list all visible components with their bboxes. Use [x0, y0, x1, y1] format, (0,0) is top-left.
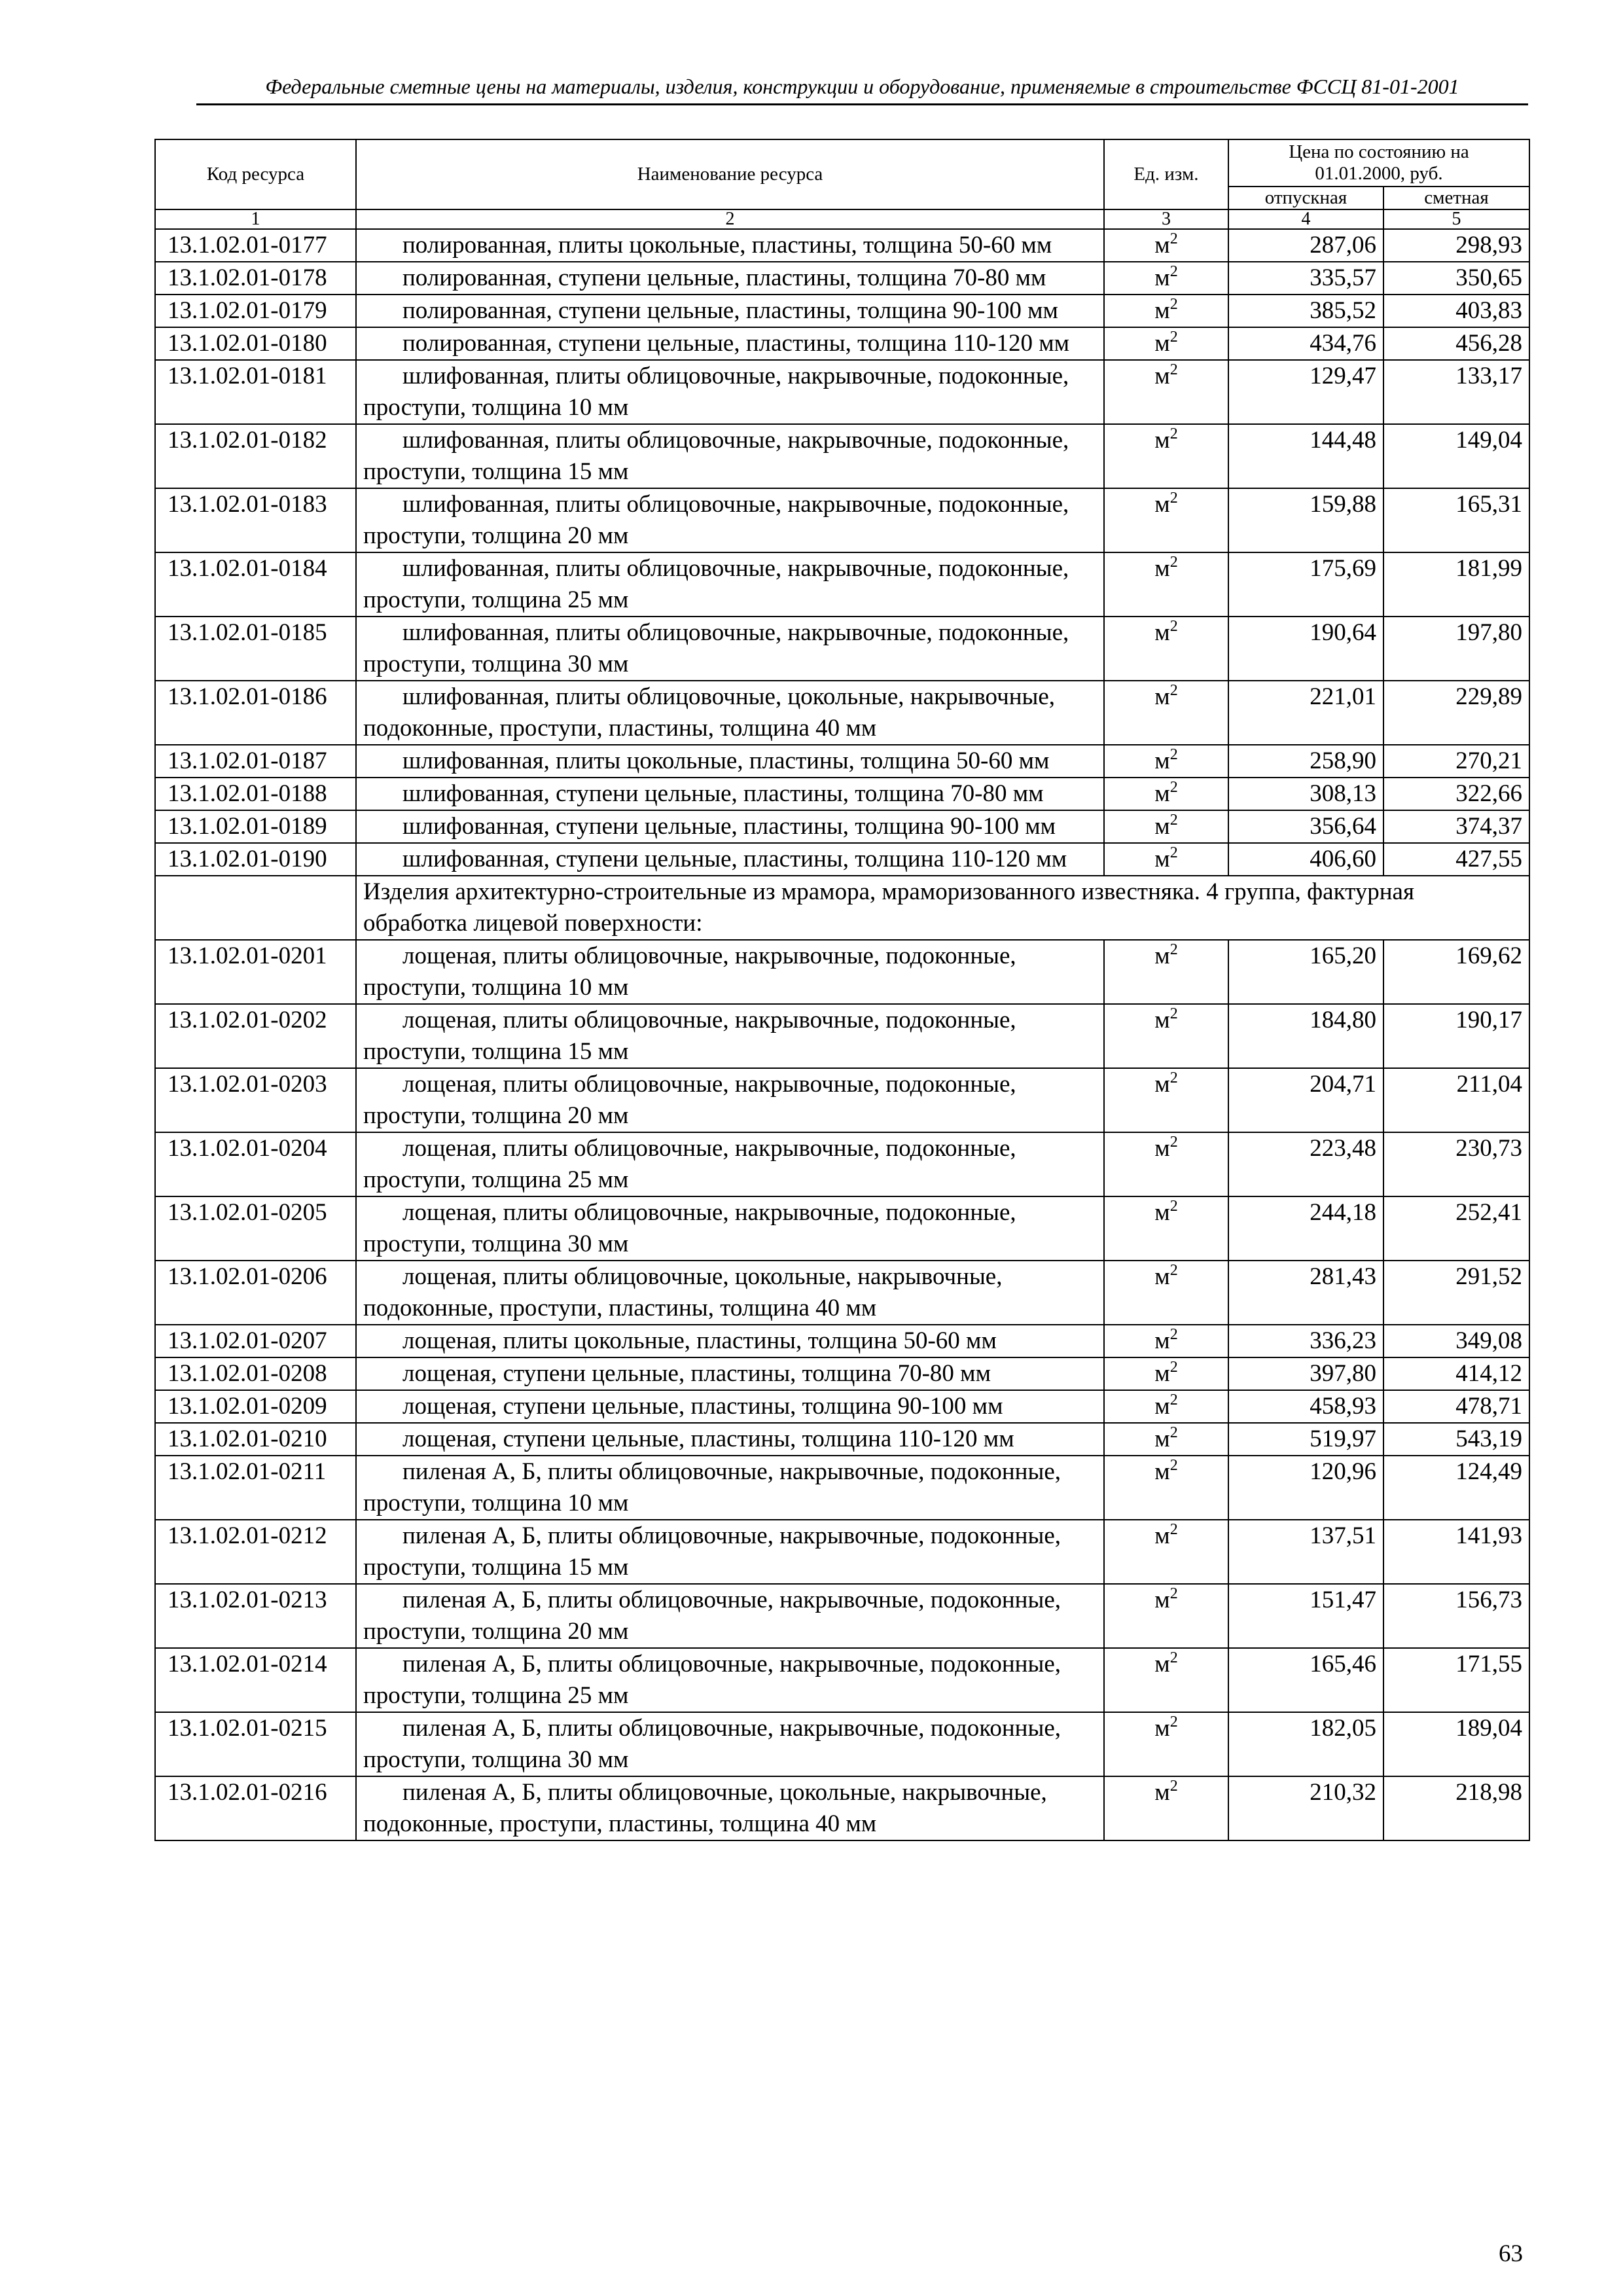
unit-exponent: 2 [1169, 554, 1178, 571]
col-header-name: Наименование ресурса [356, 139, 1104, 209]
table-section [155, 876, 1529, 940]
resource-code: 13.1.02.01-0216 [155, 1776, 356, 1840]
col-header-code: Код ресурса [155, 139, 356, 209]
unit-cell [1104, 1068, 1228, 1132]
unit-base: м [1154, 942, 1170, 969]
col-number: 5 [1383, 209, 1529, 229]
resource-code: 13.1.02.01-0189 [155, 810, 356, 843]
table-row [155, 617, 1529, 681]
resource-code: 13.1.02.01-0211 [155, 1456, 356, 1520]
unit-exponent: 2 [1169, 296, 1178, 313]
release-price: 175,69 [1228, 552, 1383, 617]
unit-exponent: 2 [1169, 1713, 1178, 1731]
resource-name-cell [356, 488, 1104, 552]
col-header-price-group: Цена по состоянию на 01.01.2000, руб. [1228, 139, 1529, 187]
estimate-price: 124,49 [1383, 1456, 1529, 1520]
unit-cell [1104, 1712, 1228, 1776]
estimate-price: 322,66 [1383, 778, 1529, 810]
unit-cell [1104, 1423, 1228, 1456]
table-row [155, 745, 1529, 778]
release-price: 458,93 [1228, 1390, 1383, 1423]
unit-cell [1104, 1390, 1228, 1423]
unit-exponent: 2 [1169, 329, 1178, 346]
estimate-price: 141,93 [1383, 1520, 1529, 1584]
estimate-price: 218,98 [1383, 1776, 1529, 1840]
header-divider [196, 103, 1528, 105]
table-row [155, 1520, 1529, 1584]
resource-code: 13.1.02.01-0215 [155, 1712, 356, 1776]
estimate-price: 350,65 [1383, 262, 1529, 295]
release-price: 434,76 [1228, 327, 1383, 360]
release-price: 144,48 [1228, 424, 1383, 488]
resource-name-cell [356, 327, 1104, 360]
release-price: 397,80 [1228, 1357, 1383, 1390]
release-price: 336,23 [1228, 1325, 1383, 1357]
resource-name: лощеная, плиты облицовочные, цокольные, накрывочные, подоконные, проступи, пластины, толщина 40 мм [363, 1263, 1003, 1321]
estimate-price: 403,83 [1383, 295, 1529, 327]
unit-exponent: 2 [1169, 425, 1178, 442]
release-price: 129,47 [1228, 360, 1383, 424]
resource-code: 13.1.02.01-0182 [155, 424, 356, 488]
resource-name-cell [356, 1325, 1104, 1357]
release-price: 356,64 [1228, 810, 1383, 843]
unit-base: м [1154, 813, 1170, 840]
estimate-price: 149,04 [1383, 424, 1529, 488]
unit-cell [1104, 488, 1228, 552]
unit-cell [1104, 681, 1228, 745]
unit-base: м [1154, 427, 1170, 454]
unit-base: м [1154, 1007, 1170, 1033]
resource-name: лощеная, ступени цельные, пластины, толщина 90-100 мм [402, 1393, 1003, 1420]
col-number: 1 [155, 209, 356, 229]
resource-code: 13.1.02.01-0209 [155, 1390, 356, 1423]
unit-base: м [1154, 1327, 1170, 1354]
unit-cell [1104, 778, 1228, 810]
resource-name: шлифованная, ступени цельные, пластины, толщина 90-100 мм [402, 813, 1056, 840]
unit-exponent: 2 [1169, 1359, 1178, 1376]
unit-cell [1104, 1004, 1228, 1068]
resource-code: 13.1.02.01-0185 [155, 617, 356, 681]
estimate-price: 270,21 [1383, 745, 1529, 778]
table-row [155, 229, 1529, 262]
table-row [155, 360, 1529, 424]
unit-cell [1104, 617, 1228, 681]
unit-cell [1104, 1261, 1228, 1325]
table-body-group-2 [155, 940, 1529, 1840]
table-row [155, 1068, 1529, 1132]
col-number: 3 [1104, 209, 1228, 229]
resource-name: пиленая А, Б, плиты облицовочные, накрывочные, подоконные, проступи, толщина 30 мм [363, 1715, 1061, 1773]
table-row [155, 327, 1529, 360]
unit-cell [1104, 745, 1228, 778]
unit-base: м [1154, 297, 1170, 324]
unit-exponent: 2 [1169, 1198, 1178, 1215]
resource-name: лощеная, плиты облицовочные, накрывочные, подоконные, проступи, толщина 10 мм [363, 942, 1016, 1001]
table-header [155, 139, 1529, 229]
unit-cell [1104, 1456, 1228, 1520]
resource-code: 13.1.02.01-0210 [155, 1423, 356, 1456]
table-row [155, 810, 1529, 843]
estimate-price: 427,55 [1383, 843, 1529, 876]
resource-name: шлифованная, плиты цокольные, пластины, толщина 50-60 мм [402, 747, 1050, 774]
unit-base: м [1154, 1715, 1170, 1742]
resource-name-cell [356, 1357, 1104, 1390]
unit-cell [1104, 262, 1228, 295]
resource-name: шлифованная, плиты облицовочные, накрывочные, подоконные, проступи, толщина 25 мм [363, 555, 1069, 613]
resource-name: полированная, ступени цельные, пластины, толщина 70-80 мм [402, 264, 1046, 291]
unit-cell [1104, 1648, 1228, 1712]
unit-exponent: 2 [1169, 230, 1178, 247]
unit-base: м [1154, 780, 1170, 807]
col-header-unit: Ед. изм. [1104, 139, 1228, 209]
resource-code: 13.1.02.01-0180 [155, 327, 356, 360]
unit-exponent: 2 [1169, 490, 1178, 507]
unit-cell [1104, 1357, 1228, 1390]
release-price: 165,20 [1228, 940, 1383, 1004]
resource-name: лощеная, плиты облицовочные, накрывочные, подоконные, проступи, толщина 30 мм [363, 1199, 1016, 1257]
table-row [155, 778, 1529, 810]
resource-name-cell [356, 424, 1104, 488]
unit-base: м [1154, 1393, 1170, 1420]
section-header-row [155, 876, 1529, 940]
resource-name-cell [356, 1390, 1104, 1423]
estimate-price: 252,41 [1383, 1196, 1529, 1261]
resource-name: полированная, плиты цокольные, пластины, толщина 50-60 мм [402, 232, 1052, 259]
resource-name-cell [356, 552, 1104, 617]
table-row [155, 1357, 1529, 1390]
release-price: 151,47 [1228, 1584, 1383, 1648]
resource-name: шлифованная, плиты облицовочные, накрывочные, подоконные, проступи, толщина 30 мм [363, 619, 1069, 677]
unit-cell [1104, 1776, 1228, 1840]
col-number: 2 [356, 209, 1104, 229]
release-price: 210,32 [1228, 1776, 1383, 1840]
resource-code: 13.1.02.01-0208 [155, 1357, 356, 1390]
estimate-price: 197,80 [1383, 617, 1529, 681]
unit-exponent: 2 [1169, 1778, 1178, 1795]
resource-name-cell [356, 1261, 1104, 1325]
unit-exponent: 2 [1169, 1134, 1178, 1151]
table-row [155, 1390, 1529, 1423]
resource-code: 13.1.02.01-0190 [155, 843, 356, 876]
estimate-price: 543,19 [1383, 1423, 1529, 1456]
resource-code: 13.1.02.01-0203 [155, 1068, 356, 1132]
unit-cell [1104, 1584, 1228, 1648]
unit-cell [1104, 424, 1228, 488]
estimate-price: 211,04 [1383, 1068, 1529, 1132]
table-body-group-1 [155, 229, 1529, 876]
unit-cell [1104, 552, 1228, 617]
release-price: 159,88 [1228, 488, 1383, 552]
table-row [155, 1584, 1529, 1648]
section-title: Изделия архитектурно-строительные из мрамора, мраморизованного известняка. 4 группа, фактурная обработка лицевой поверхности: [356, 876, 1529, 940]
unit-base: м [1154, 1651, 1170, 1677]
release-price: 137,51 [1228, 1520, 1383, 1584]
page-number: 63 [1499, 2240, 1523, 2267]
release-price: 258,90 [1228, 745, 1383, 778]
unit-base: м [1154, 1779, 1170, 1806]
estimate-price: 189,04 [1383, 1712, 1529, 1776]
table-row [155, 262, 1529, 295]
unit-exponent: 2 [1169, 1521, 1178, 1538]
release-price: 335,57 [1228, 262, 1383, 295]
table-row [155, 681, 1529, 745]
release-price: 308,13 [1228, 778, 1383, 810]
section-code-cell [155, 876, 356, 940]
unit-base: м [1154, 363, 1170, 389]
estimate-price: 171,55 [1383, 1648, 1529, 1712]
unit-base: м [1154, 619, 1170, 646]
resource-name-cell [356, 295, 1104, 327]
resource-name: лощеная, плиты облицовочные, накрывочные, подоконные, проступи, толщина 20 мм [363, 1071, 1016, 1129]
unit-cell [1104, 295, 1228, 327]
unit-exponent: 2 [1169, 1391, 1178, 1408]
unit-exponent: 2 [1169, 361, 1178, 378]
release-price: 165,46 [1228, 1648, 1383, 1712]
unit-cell [1104, 360, 1228, 424]
resource-name-cell [356, 1712, 1104, 1776]
resource-name-cell [356, 1648, 1104, 1712]
column-number-row [155, 209, 1529, 229]
resource-name-cell [356, 1520, 1104, 1584]
release-price: 182,05 [1228, 1712, 1383, 1776]
estimate-price: 298,93 [1383, 229, 1529, 262]
estimate-price: 133,17 [1383, 360, 1529, 424]
release-price: 244,18 [1228, 1196, 1383, 1261]
unit-base: м [1154, 1263, 1170, 1290]
unit-exponent: 2 [1169, 844, 1178, 861]
table-row [155, 1712, 1529, 1776]
unit-cell [1104, 940, 1228, 1004]
resource-code: 13.1.02.01-0178 [155, 262, 356, 295]
table-row [155, 940, 1529, 1004]
resource-code: 13.1.02.01-0212 [155, 1520, 356, 1584]
unit-exponent: 2 [1169, 1326, 1178, 1343]
resource-code: 13.1.02.01-0207 [155, 1325, 356, 1357]
unit-exponent: 2 [1169, 1262, 1178, 1279]
resource-code: 13.1.02.01-0187 [155, 745, 356, 778]
unit-exponent: 2 [1169, 618, 1178, 635]
release-price: 184,80 [1228, 1004, 1383, 1068]
unit-base: м [1154, 232, 1170, 259]
unit-base: м [1154, 1587, 1170, 1613]
estimate-price: 181,99 [1383, 552, 1529, 617]
unit-exponent: 2 [1169, 1005, 1178, 1022]
resource-name-cell [356, 810, 1104, 843]
resource-name: шлифованная, плиты облицовочные, цокольные, накрывочные, подоконные, проступи, пластины, толщина 40 мм [363, 683, 1056, 742]
resource-name-cell [356, 1196, 1104, 1261]
table-row [155, 1004, 1529, 1068]
estimate-price: 230,73 [1383, 1132, 1529, 1196]
resource-code: 13.1.02.01-0201 [155, 940, 356, 1004]
table-row [155, 1325, 1529, 1357]
release-price: 223,48 [1228, 1132, 1383, 1196]
estimate-price: 156,73 [1383, 1584, 1529, 1648]
unit-cell [1104, 810, 1228, 843]
unit-base: м [1154, 683, 1170, 710]
table-row [155, 295, 1529, 327]
release-price: 287,06 [1228, 229, 1383, 262]
resource-name-cell [356, 1584, 1104, 1648]
resource-name-cell [356, 778, 1104, 810]
release-price: 190,64 [1228, 617, 1383, 681]
table-row [155, 1648, 1529, 1712]
resource-code: 13.1.02.01-0181 [155, 360, 356, 424]
table-row [155, 1776, 1529, 1840]
unit-exponent: 2 [1169, 1457, 1178, 1474]
unit-base: м [1154, 1360, 1170, 1387]
release-price: 406,60 [1228, 843, 1383, 876]
unit-exponent: 2 [1169, 941, 1178, 958]
estimate-price: 349,08 [1383, 1325, 1529, 1357]
release-price: 385,52 [1228, 295, 1383, 327]
col-header-release: отпускная [1228, 187, 1383, 209]
resource-name: шлифованная, плиты облицовочные, накрывочные, подоконные, проступи, толщина 10 мм [363, 363, 1069, 421]
unit-base: м [1154, 1458, 1170, 1485]
estimate-price: 478,71 [1383, 1390, 1529, 1423]
unit-base: м [1154, 555, 1170, 582]
table-row [155, 1423, 1529, 1456]
unit-exponent: 2 [1169, 682, 1178, 699]
resource-name-cell [356, 229, 1104, 262]
resource-name: лощеная, ступени цельные, пластины, толщина 110-120 мм [402, 1426, 1014, 1452]
unit-cell [1104, 843, 1228, 876]
release-price: 519,97 [1228, 1423, 1383, 1456]
release-price: 204,71 [1228, 1068, 1383, 1132]
unit-exponent: 2 [1169, 1424, 1178, 1441]
resource-name: лощеная, ступени цельные, пластины, толщина 70-80 мм [402, 1360, 991, 1387]
table-row [155, 1261, 1529, 1325]
resource-name: пиленая А, Б, плиты облицовочные, накрывочные, подоконные, проступи, толщина 25 мм [363, 1651, 1061, 1709]
resource-name: шлифованная, плиты облицовочные, накрывочные, подоконные, проступи, толщина 20 мм [363, 491, 1069, 549]
resource-code: 13.1.02.01-0184 [155, 552, 356, 617]
unit-exponent: 2 [1169, 812, 1178, 829]
unit-base: м [1154, 1071, 1170, 1098]
resource-name-cell [356, 262, 1104, 295]
resource-name: лощеная, плиты облицовочные, накрывочные, подоконные, проступи, толщина 25 мм [363, 1135, 1016, 1193]
unit-exponent: 2 [1169, 779, 1178, 796]
unit-cell [1104, 1132, 1228, 1196]
resource-code: 13.1.02.01-0205 [155, 1196, 356, 1261]
estimate-price: 190,17 [1383, 1004, 1529, 1068]
estimate-price: 169,62 [1383, 940, 1529, 1004]
unit-base: м [1154, 1426, 1170, 1452]
resource-name: пиленая А, Б, плиты облицовочные, накрывочные, подоконные, проступи, толщина 15 мм [363, 1522, 1061, 1581]
resource-code: 13.1.02.01-0188 [155, 778, 356, 810]
unit-base: м [1154, 491, 1170, 518]
unit-exponent: 2 [1169, 1585, 1178, 1602]
table-row [155, 1132, 1529, 1196]
resource-name: полированная, ступени цельные, пластины, толщина 90-100 мм [402, 297, 1058, 324]
resource-name-cell [356, 617, 1104, 681]
resource-code: 13.1.02.01-0204 [155, 1132, 356, 1196]
resource-name: шлифованная, ступени цельные, пластины, толщина 70-80 мм [402, 780, 1044, 807]
table-row [155, 552, 1529, 617]
estimate-price: 291,52 [1383, 1261, 1529, 1325]
unit-exponent: 2 [1169, 746, 1178, 763]
price-table [154, 139, 1530, 1841]
resource-name: пиленая А, Б, плиты облицовочные, накрывочные, подоконные, проступи, толщина 10 мм [363, 1458, 1061, 1516]
unit-base: м [1154, 1135, 1170, 1162]
resource-code: 13.1.02.01-0206 [155, 1261, 356, 1325]
unit-base: м [1154, 1522, 1170, 1549]
resource-name-cell [356, 681, 1104, 745]
resource-name-cell [356, 940, 1104, 1004]
unit-cell [1104, 1196, 1228, 1261]
table-row [155, 1196, 1529, 1261]
resource-name: шлифованная, плиты облицовочные, накрывочные, подоконные, проступи, толщина 15 мм [363, 427, 1069, 485]
estimate-price: 229,89 [1383, 681, 1529, 745]
resource-name-cell [356, 1423, 1104, 1456]
resource-code: 13.1.02.01-0214 [155, 1648, 356, 1712]
resource-name: шлифованная, ступени цельные, пластины, толщина 110-120 мм [402, 846, 1067, 872]
page-header-title: Федеральные сметные цены на материалы, изделия, конструкции и оборудование, применяемые в строительстве ФССЦ 81-01-2001 [265, 75, 1459, 98]
table-row [155, 488, 1529, 552]
resource-name: пиленая А, Б, плиты облицовочные, накрывочные, подоконные, проступи, толщина 20 мм [363, 1587, 1061, 1645]
estimate-price: 374,37 [1383, 810, 1529, 843]
resource-name-cell [356, 843, 1104, 876]
unit-base: м [1154, 846, 1170, 872]
resource-name: лощеная, плиты облицовочные, накрывочные, подоконные, проступи, толщина 15 мм [363, 1007, 1016, 1065]
resource-name-cell [356, 745, 1104, 778]
unit-cell [1104, 1325, 1228, 1357]
resource-name-cell [356, 1132, 1104, 1196]
resource-name: пиленая А, Б, плиты облицовочные, цокольные, накрывочные, подоконные, проступи, пластины, толщина 40 мм [363, 1779, 1047, 1837]
resource-code: 13.1.02.01-0183 [155, 488, 356, 552]
unit-exponent: 2 [1169, 263, 1178, 280]
unit-base: м [1154, 1199, 1170, 1226]
resource-name-cell [356, 360, 1104, 424]
resource-name-cell [356, 1068, 1104, 1132]
table-row [155, 1456, 1529, 1520]
unit-cell [1104, 327, 1228, 360]
unit-base: м [1154, 264, 1170, 291]
release-price: 120,96 [1228, 1456, 1383, 1520]
table-row [155, 843, 1529, 876]
release-price: 281,43 [1228, 1261, 1383, 1325]
resource-name-cell [356, 1776, 1104, 1840]
resource-code: 13.1.02.01-0202 [155, 1004, 356, 1068]
unit-exponent: 2 [1169, 1649, 1178, 1666]
estimate-price: 414,12 [1383, 1357, 1529, 1390]
estimate-price: 165,31 [1383, 488, 1529, 552]
resource-name: лощеная, плиты цокольные, пластины, толщина 50-60 мм [402, 1327, 997, 1354]
resource-code: 13.1.02.01-0213 [155, 1584, 356, 1648]
table-row [155, 424, 1529, 488]
col-number: 4 [1228, 209, 1383, 229]
unit-base: м [1154, 747, 1170, 774]
resource-code: 13.1.02.01-0179 [155, 295, 356, 327]
resource-code: 13.1.02.01-0186 [155, 681, 356, 745]
unit-base: м [1154, 330, 1170, 357]
resource-name-cell [356, 1004, 1104, 1068]
col-header-estimate: сметная [1383, 187, 1529, 209]
unit-cell [1104, 1520, 1228, 1584]
release-price: 221,01 [1228, 681, 1383, 745]
resource-code: 13.1.02.01-0177 [155, 229, 356, 262]
resource-name-cell [356, 1456, 1104, 1520]
resource-name: полированная, ступени цельные, пластины, толщина 110-120 мм [402, 330, 1070, 357]
unit-cell [1104, 229, 1228, 262]
estimate-price: 456,28 [1383, 327, 1529, 360]
unit-exponent: 2 [1169, 1069, 1178, 1086]
